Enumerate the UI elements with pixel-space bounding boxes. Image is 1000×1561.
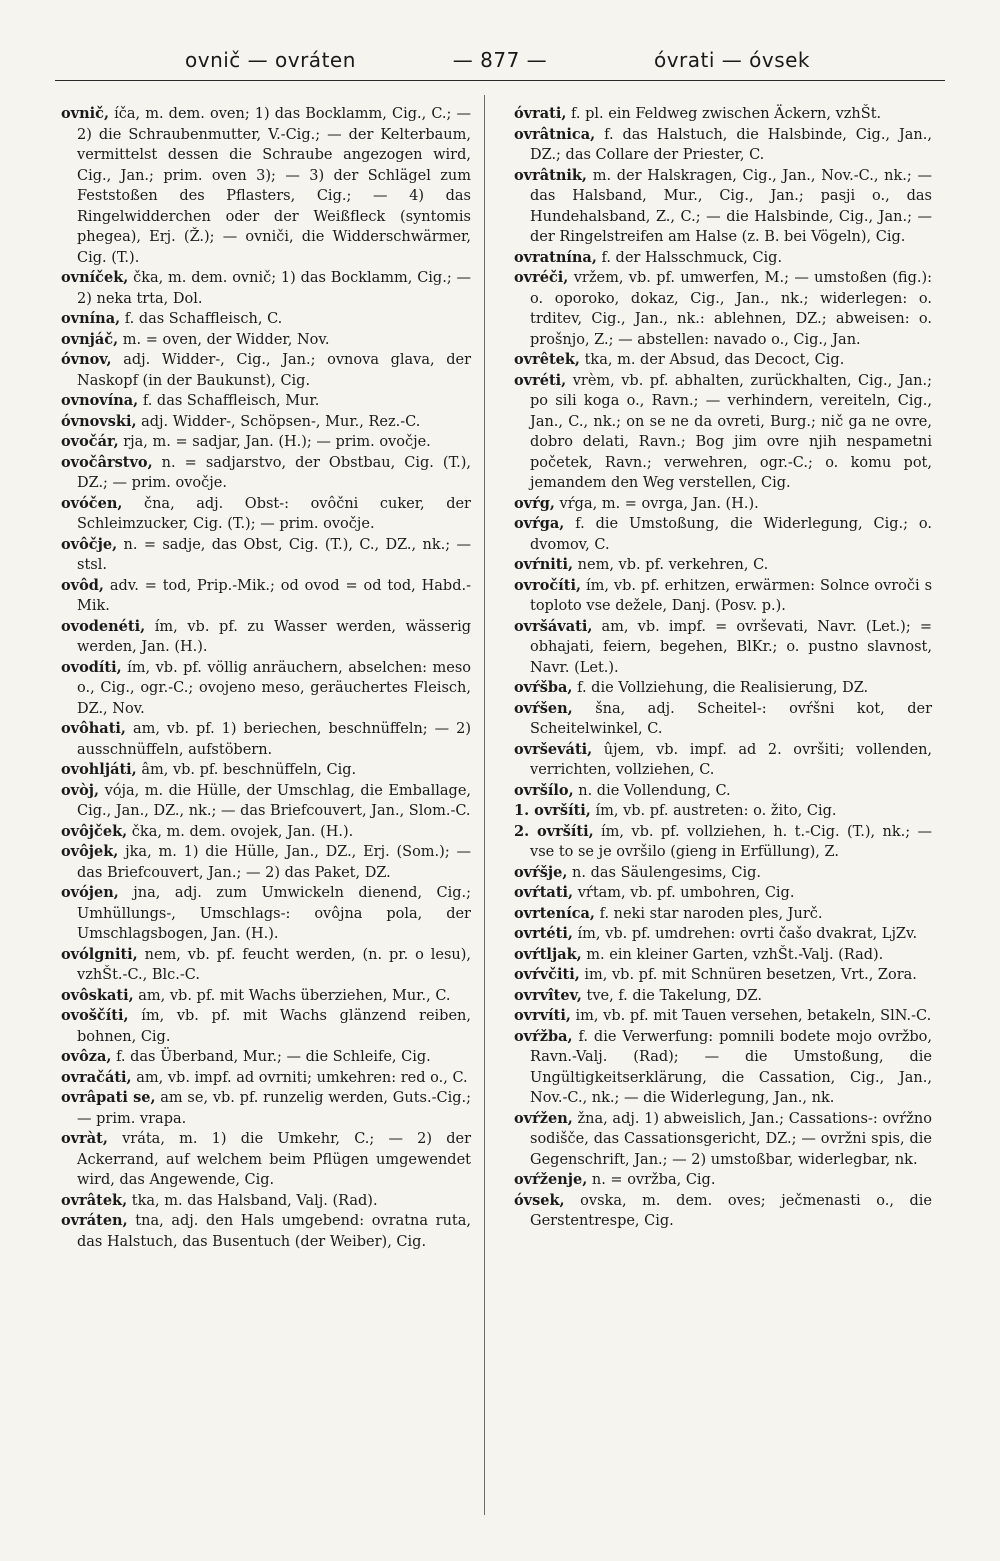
entry-definition: nem, vb. pf. feucht werden, (n. pr. o lesu), vzhŠt.-C., Blc.-C. <box>77 946 471 983</box>
entry-definition: čna, adj. Obst-: ovôčni cuker, der Schleimzucker, Cig. (T.); — prim. ovočje. <box>77 495 471 532</box>
dictionary-entry <box>61 535 471 576</box>
dictionary-entry <box>514 1170 932 1191</box>
entry-headword: ovŕšba, <box>514 679 573 696</box>
entry-definition: f. das Schaffleisch, Mur. <box>142 393 320 409</box>
entry-headword: ovŕvčiti, <box>514 966 580 983</box>
entry-headword: ovóčen, <box>61 494 123 512</box>
entry-headword: ovočár, <box>61 433 119 450</box>
dictionary-entry <box>61 1191 471 1212</box>
dictionary-entry <box>61 842 471 883</box>
dictionary-entry <box>61 1047 471 1068</box>
dictionary-entry <box>514 166 932 248</box>
dictionary-entry <box>61 719 471 760</box>
dictionary-entry <box>514 350 932 371</box>
dictionary-entry <box>514 104 932 125</box>
entry-headword: ovráten, <box>61 1212 128 1229</box>
entry-headword: ovnjáč, <box>61 330 119 348</box>
entry-definition: f. pl. ein Feldweg zwischen Äckern, vzhŠt. <box>571 106 882 122</box>
entry-definition: žna, adj. 1) abweislich, Jan.; Cassations-: ovŕžno sodišče, das Cassationsgericht, DZ.; — ovržni spis, die Gegenschrift, Jan.; — 2) umstoßbar, widerlegbar, nk. <box>530 1110 933 1168</box>
entry-definition: n. = sadje, das Obst, Cig. (T.), C., DZ., nk.; — stsl. <box>77 536 472 573</box>
entry-definition: čka, m. dem. ovnič; 1) das Bocklamm, Cig.; — 2) neka trta, Dol. <box>77 270 471 307</box>
dictionary-entry <box>514 924 932 945</box>
entry-headword: ovôhati, <box>61 720 126 737</box>
entry-headword: óvnov, <box>61 351 112 368</box>
entry-headword: ovŕtati, <box>514 884 574 901</box>
entry-headword: ovrvîtev, <box>514 986 582 1004</box>
entry-definition: f. neki star naroden ples, Jurč. <box>599 905 823 922</box>
dictionary-entry <box>514 883 932 904</box>
entry-headword: ovočârstvo, <box>61 453 153 471</box>
entry-headword: 2. ovršíti, <box>514 822 594 840</box>
dictionary-entry <box>514 268 932 350</box>
dictionary-entry <box>514 904 932 925</box>
entry-headword: ovréči, <box>514 269 569 286</box>
entry-definition: ím, vb. pf. völlig anräuchern, abselchen: meso o., Cig., ogr.-C.; ovojeno meso, geräuchertes Fleisch, DZ., Nov. <box>77 659 472 717</box>
right-column <box>514 104 932 1232</box>
entry-headword: ovôd, <box>61 576 104 594</box>
header-left-guideword: ovnič — ovráten <box>185 48 356 72</box>
entry-definition: íča, m. dem. oven; 1) das Bocklamm, Cig., C.; — 2) die Schraubenmutter, V.-Cig.; — der Kelterbaum, vermittelst dessen die Schraube angezogen wird, Cig., Jan.; prim. oven 3); — 3) der Schlägel zum Feststoßen des Pflasters, Cig.; — 4) das Ringelwidderchen oder der Weißfleck (syntomis phegea), Erj. (Ž.); — ovniči, die Widderschwärmer, Cig. (T.). <box>77 106 471 266</box>
entry-definition: f. die Verwerfung: pomnili bodete mojo ovržbo, Ravn.-Valj. (Rad); — die Umstoßung, die Ungültigkeitserklärung, die Cassation, Cig., Jan., Nov.-C., nk.; — die Widerlegung, Jan., nk. <box>530 1028 933 1106</box>
page-header <box>40 40 960 80</box>
entry-definition: im, vb. pf. mit Tauen versehen, betakeln, SlN.-C. <box>575 1008 932 1024</box>
entry-headword: ovŕšen, <box>514 699 573 717</box>
dictionary-entry <box>61 453 471 494</box>
entry-headword: ovrtéti, <box>514 925 573 942</box>
entry-headword: ovólgniti, <box>61 945 138 963</box>
entry-headword: ovrteníca, <box>514 904 595 922</box>
entry-headword: ovračáti, <box>61 1068 132 1086</box>
entry-headword: óvrati, <box>514 105 567 122</box>
entry-definition: vŕtam, vb. pf. umbohren, Cig. <box>577 885 795 901</box>
entry-definition: ím, vb. pf. umdrehen: ovrti čašo dvakrat, LjZv. <box>577 926 918 942</box>
entry-definition: n. das Säulengesims, Cig. <box>572 864 762 881</box>
dictionary-entry <box>514 248 932 269</box>
entry-definition: n. = sadjarstvo, der Obstbau, Cig. (T.), DZ.; — prim. ovočje. <box>77 454 471 491</box>
entry-headword: ovršávati, <box>514 617 593 635</box>
dictionary-entry <box>514 863 932 884</box>
entry-headword: ovročíti, <box>514 576 581 594</box>
entry-headword: óvnovski, <box>61 412 137 430</box>
entry-definition: adv. = tod, Prip.-Mik.; od ovod = od tod, Habd.-Mik. <box>77 577 472 614</box>
dictionary-entry <box>61 883 471 945</box>
dictionary-entry <box>61 760 471 781</box>
dictionary-entry <box>61 432 471 453</box>
entry-definition: ím, vb. pf. erhitzen, erwärmen: Solnce ovroči s toploto vse dežele, Danj. (Posv. p.). <box>530 577 933 614</box>
dictionary-entry <box>514 555 932 576</box>
entry-definition: jna, adj. zum Umwickeln dienend, Cig.; Umhüllungs-, Umschlags-: ovôjna pola, der Umschlagsbogen, Jan. (H.). <box>77 885 471 942</box>
entry-headword: ovréti, <box>514 371 567 389</box>
entry-definition: f. das Schaffleisch, C. <box>124 311 283 327</box>
dictionary-entry <box>61 945 471 986</box>
entry-headword: ovôjek, <box>61 843 119 860</box>
entry-headword: ovŕtljak, <box>514 945 582 963</box>
entry-headword: ovohljáti, <box>61 761 137 778</box>
left-column <box>61 104 471 1252</box>
page-number: — 877 — <box>452 48 548 72</box>
header-right-guideword: óvrati — óvsek <box>653 48 810 72</box>
entry-definition: m. ein kleiner Garten, vzhŠt.-Valj. (Rad). <box>586 946 884 963</box>
dictionary-entry <box>61 412 471 433</box>
dictionary-entry <box>514 1109 932 1171</box>
entry-headword: ovôčje, <box>61 535 118 553</box>
entry-headword: ovníček, <box>61 269 129 286</box>
entry-definition: f. die Umstoßung, die Widerlegung, Cig.; o. dvomov, C. <box>530 516 933 553</box>
entry-definition: ím, vb. pf. vollziehen, h. t.-Cig. (T.), nk.; — vse to se je ovršilo (gieng in Erfüllung), Z. <box>530 823 932 860</box>
entry-headword: ovrševáti, <box>514 740 593 758</box>
entry-definition: ím, vb. pf. mit Wachs glänzend reiben, bohnen, Cig. <box>77 1008 471 1045</box>
entry-headword: ovŕniti, <box>514 556 574 573</box>
entry-definition: am, vb. pf. mit Wachs überziehen, Mur., C. <box>138 987 451 1004</box>
entry-headword: ovôjček, <box>61 822 128 840</box>
entry-headword: ovrêtek, <box>514 351 580 368</box>
entry-definition: m. der Halskragen, Cig., Jan., Nov.-C., nk.; — das Halsband, Mur., Cig., Jan.; pasji o., das Hundehalsband, Z., C.; — die Halsbinde, Cig., Jan.; — der Ringelstreifen am Halse (z. B. bei Vögeln), Cig. <box>530 167 932 245</box>
entry-definition: čka, m. dem. ovojek, Jan. (H.). <box>131 823 354 840</box>
dictionary-entry <box>514 822 932 863</box>
entry-headword: ovrâtek, <box>61 1191 128 1209</box>
dictionary-entry <box>514 1006 932 1027</box>
entry-headword: ovrâtnik, <box>514 166 587 184</box>
entry-headword: ovràt, <box>61 1130 108 1147</box>
entry-definition: im, vb. pf. mit Schnüren besetzen, Vrt., Zora. <box>584 967 917 983</box>
dictionary-entry <box>514 699 932 740</box>
dictionary-entry <box>61 1088 471 1129</box>
entry-definition: šna, adj. Scheitel-: ovŕšni kot, der Scheitelwinkel, C. <box>530 700 933 737</box>
entry-headword: ovratnína, <box>514 248 597 266</box>
entry-definition: tna, adj. den Hals umgebend: ovratna ruta, das Halstuch, das Busentuch (der Weiber), Cig. <box>77 1213 472 1250</box>
entry-headword: ovnína, <box>61 310 121 327</box>
entry-definition: ím, vb. pf. austreten: o. žito, Cig. <box>595 803 837 819</box>
dictionary-entry <box>514 678 932 699</box>
entry-headword: ovodíti, <box>61 658 122 676</box>
dictionary-entry <box>61 576 471 617</box>
dictionary-entry <box>514 801 932 822</box>
entry-definition: adj. Widder-, Cig., Jan.; ovnova glava, der Naskopf (in der Baukunst), Cig. <box>77 352 471 389</box>
dictionary-entry <box>61 1006 471 1047</box>
dictionary-entry <box>61 391 471 412</box>
entry-headword: 1. ovršíti, <box>514 802 591 819</box>
dictionary-entry <box>514 371 932 494</box>
dictionary-entry <box>61 309 471 330</box>
dictionary-entry <box>61 330 471 351</box>
dictionary-entry <box>514 494 932 515</box>
entry-definition: vrèm, vb. pf. abhalten, zurückhalten, Cig., Jan.; po sili koga o., Ravn.; — verhindern, vereiteln, Cig., Jan., C., nk.; on se ne da ovreti, Burg.; nič ga ne ovre, dobro delati, Ravn.; Bog jim ovre njih nespametni početek, Ravn.; verwehren, ogr.-C.; o. komu pot, jemandem den Weg verstellen, Cig. <box>530 372 932 491</box>
entry-definition: vŕga, m. = ovrga, Jan. (H.). <box>559 495 759 512</box>
dictionary-entry <box>61 986 471 1007</box>
entry-headword: ovrvíti, <box>514 1007 571 1024</box>
entry-definition: f. die Vollziehung, die Realisierung, DZ. <box>577 680 869 696</box>
dictionary-entry <box>514 781 932 802</box>
entry-headword: ovŕžba, <box>514 1027 573 1045</box>
dictionary-entry <box>61 1129 471 1191</box>
entry-headword: ovŕženje, <box>514 1171 588 1188</box>
entry-definition: tka, m. das Halsband, Valj. (Rad). <box>131 1192 378 1209</box>
entry-definition: m. = oven, der Widder, Nov. <box>122 331 330 348</box>
dictionary-entry <box>61 268 471 309</box>
entry-definition: ím, vb. pf. zu Wasser werden, wässerig werden, Jan. (H.). <box>77 618 471 655</box>
entry-definition: rja, m. = sadjar, Jan. (H.); — prim. ovočje. <box>123 434 431 450</box>
entry-definition: am se, vb. pf. runzelig werden, Guts.-Cig.; — prim. vrapa. <box>77 1090 472 1127</box>
entry-definition: nem, vb. pf. verkehren, C. <box>577 557 769 573</box>
dictionary-entry <box>514 576 932 617</box>
dictionary-entry <box>61 350 471 391</box>
entry-definition: tka, m. der Absud, das Decoct, Cig. <box>584 352 845 368</box>
dictionary-entry <box>514 965 932 986</box>
entry-headword: ovršílo, <box>514 781 574 799</box>
dictionary-entry <box>514 740 932 781</box>
dictionary-entry <box>514 986 932 1007</box>
entry-definition: n. die Vollendung, C. <box>578 782 731 799</box>
entry-headword: ovodenéti, <box>61 617 146 635</box>
dictionary-entry <box>61 781 471 822</box>
entry-headword: ovôza, <box>61 1048 112 1065</box>
dictionary-entry <box>61 617 471 658</box>
entry-headword: ovrâpati se, <box>61 1089 156 1106</box>
entry-headword: ovŕžen, <box>514 1109 573 1127</box>
entry-definition: adj. Widder-, Schöpsen-, Mur., Rez.-C. <box>141 413 421 430</box>
entry-headword: ovôskati, <box>61 986 134 1004</box>
dictionary-entry <box>61 1211 471 1252</box>
entry-definition: vója, m. die Hülle, der Umschlag, die Emballage, Cig., Jan., DZ., nk.; — das Briefcouvert, Jan., Slom.-C. <box>77 782 472 819</box>
entry-headword: ovŕg, <box>514 494 555 512</box>
entry-headword: ovŕga, <box>514 515 565 532</box>
entry-definition: f. das Überband, Mur.; — die Schleife, Cig. <box>116 1049 431 1065</box>
header-rule <box>55 80 945 81</box>
dictionary-entry <box>61 658 471 720</box>
entry-definition: vržem, vb. pf. umwerfen, M.; — umstoßen (fig.): o. oporoko, dokaz, Cig., Jan., nk.; widerlegen: o. trditev, Cig., Jan., nk.: ablehnen, DZ.; abweisen: o. prošnjo, Z.; — abstellen: navado o., Cig., Jan. <box>530 270 933 348</box>
entry-definition: n. = ovržba, Cig. <box>591 1172 716 1188</box>
dictionary-entry <box>514 514 932 555</box>
entry-headword: ovójen, <box>61 884 119 901</box>
entry-definition: tve, f. die Takelung, DZ. <box>586 987 762 1004</box>
entry-definition: vráta, m. 1) die Umkehr, C.; — 2) der Ackerrand, auf welchem beim Pflügen umgewendet wird, das Angewende, Cig. <box>77 1131 471 1188</box>
dictionary-entry <box>514 617 932 679</box>
entry-headword: ovŕšje, <box>514 863 568 881</box>
entry-headword: ovrâtnica, <box>514 125 596 143</box>
dictionary-entry <box>514 945 932 966</box>
entry-definition: am, vb. impf. ad ovrniti; umkehren: red o., C. <box>136 1069 468 1086</box>
entry-headword: ovòj, <box>61 781 100 799</box>
entry-definition: jka, m. 1) die Hülle, Jan., DZ., Erj. (Som.); — das Briefcouvert, Jan.; — 2) das Paket, DZ. <box>77 844 472 881</box>
entry-headword: ovnič, <box>61 105 110 122</box>
entry-definition: âm, vb. pf. beschnüffeln, Cig. <box>141 762 357 778</box>
dictionary-entry <box>61 822 471 843</box>
entry-definition: f. der Halsschmuck, Cig. <box>601 249 783 266</box>
entry-definition: ûjem, vb. impf. ad 2. ovršiti; vollenden, verrichten, vollziehen, C. <box>530 741 933 778</box>
entry-definition: ovska, m. dem. oves; ječmenasti o., die Gerstentrespe, Cig. <box>530 1192 933 1229</box>
dictionary-entry <box>61 1068 471 1089</box>
entry-definition: am, vb. impf. = ovrševati, Navr. (Let.); = obhajati, feiern, begehen, BlKr.; o. pustno slavnost, Navr. (Let.). <box>530 618 932 676</box>
entry-headword: ovnovína, <box>61 392 139 409</box>
dictionary-entry <box>514 1191 932 1232</box>
entry-headword: óvsek, <box>514 1191 565 1209</box>
entry-definition: am, vb. pf. 1) beriechen, beschnüffeln; — 2) ausschnüffeln, aufstöbern. <box>77 721 471 758</box>
column-divider <box>484 95 485 1515</box>
entry-definition: f. das Halstuch, die Halsbinde, Cig., Jan., DZ.; das Collare der Priester, C. <box>530 126 932 163</box>
dictionary-entry <box>514 1027 932 1109</box>
entry-headword: ovoščíti, <box>61 1007 129 1024</box>
dictionary-entry <box>61 494 471 535</box>
dictionary-entry <box>514 125 932 166</box>
dictionary-entry <box>61 104 471 268</box>
